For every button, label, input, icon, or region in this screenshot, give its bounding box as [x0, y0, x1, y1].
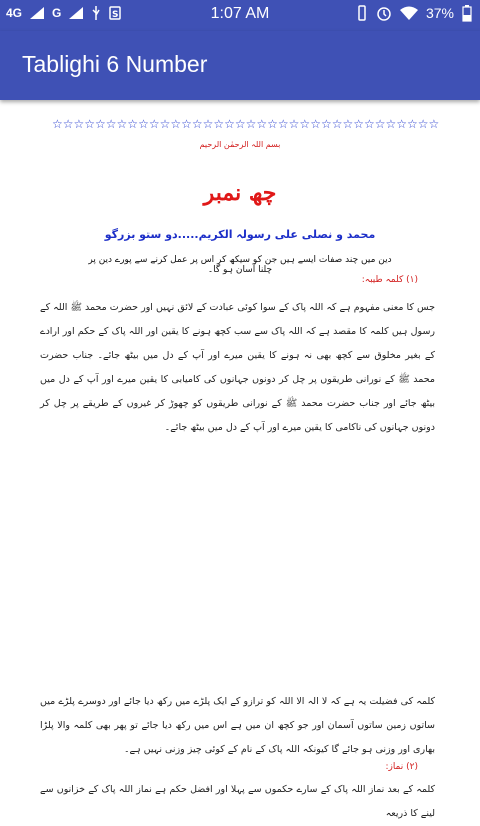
bismillah: بسم اللہ الرحمٰن الرحیم — [199, 140, 281, 149]
app-bar — [0, 31, 480, 100]
star-border — [52, 117, 440, 131]
app-title: Tablighi 6 Number — [22, 51, 208, 77]
page-heading: چھ نمبر — [203, 180, 277, 206]
alarm-icon — [376, 5, 392, 21]
document-view[interactable] — [0, 100, 480, 819]
clock: 1:07 AM — [210, 5, 270, 22]
svg-text:S: S — [112, 10, 119, 20]
network-type: 4G — [6, 6, 23, 20]
page-subheading: محمد و نصلی علی رسولہ الکریم.....دو ستو بزرگو — [104, 228, 376, 241]
vibrate-icon — [356, 5, 368, 21]
section-label-namaz: (۲) نماز: — [385, 762, 418, 772]
network-type-2: G — [52, 6, 62, 20]
star-row: ☆☆☆☆☆☆☆☆☆☆☆☆☆☆☆☆☆☆☆☆☆☆☆☆☆☆☆☆☆☆☆☆☆☆☆☆ — [52, 117, 440, 131]
battery-percent: 37% — [425, 5, 454, 21]
section-label-kalima: (۱) کلمہ طیبہ: — [361, 275, 418, 285]
status-right — [356, 5, 472, 21]
battery-icon — [462, 5, 472, 21]
wifi-icon — [400, 6, 418, 20]
status-bar — [0, 0, 480, 31]
section-text-namaz: کلمہ کے بعد نماز اللہ پاک کے سارے حکموں سے پہلا اور افضل حکم ہے نماز اللہ پاک کے خزانوں سے لینے کا ذریعہ — [40, 784, 435, 819]
intro-text: دین میں چند صفات ایسے ہیں جن کو سیکھ کر اس پر عمل کرنے سے پورے دین پر چلنا آسان ہو گا۔ — [88, 255, 392, 275]
fadail-text: کلمہ کی فضیلت یہ ہے کہ لا الہ الا اللہ کو ترازو کے ایک پلڑے میں رکھ دیا جائے اور دوسرے پلڑے میں ساتوں زمین ساتوں آسمان اور جو کچھ ان میں ہے اس میں رکھ دیا جائے تو پھر بھی کلمہ والا پلڑا بھاری اور وزنی ہو جائے گا کیونکہ اللہ پاک کے نام کے کوئی چیز وزنی نہیں ہے۔ — [40, 696, 435, 755]
section-text-kalima: جس کا معنی مفہوم ہے کہ اللہ پاک کے سوا کوئی عبادت کے لائق نہیں اور حضرت محمد ﷺ اللہ کے رسول ہیں کلمہ کا مقصد ہے کہ اللہ پاک سے سب کچھ ہونے کا یقین اور اللہ پاک کے حکم اور ارادے کے بغیر مخلوق سے کچھ بھی نہ ہونے کا یقین میرے اور آپ کے دل میں بیٹھ جائے۔ جناب حضرت محمد ﷺ کے نورانی طریقوں پر چل کر دونوں جہانوں کی کامیابی کا یقین میرے اور آپ کے دل میں بیٹھ جائے اور جناب حضرت محمد ﷺ کے نورانی طریقوں کو چھوڑ کر غیروں کے طریقے پر چل کر دونوں جہانوں کی ناکامی کا یقین میرے اور آپ کے دل میں بیٹھ جائے۔ — [40, 302, 435, 433]
